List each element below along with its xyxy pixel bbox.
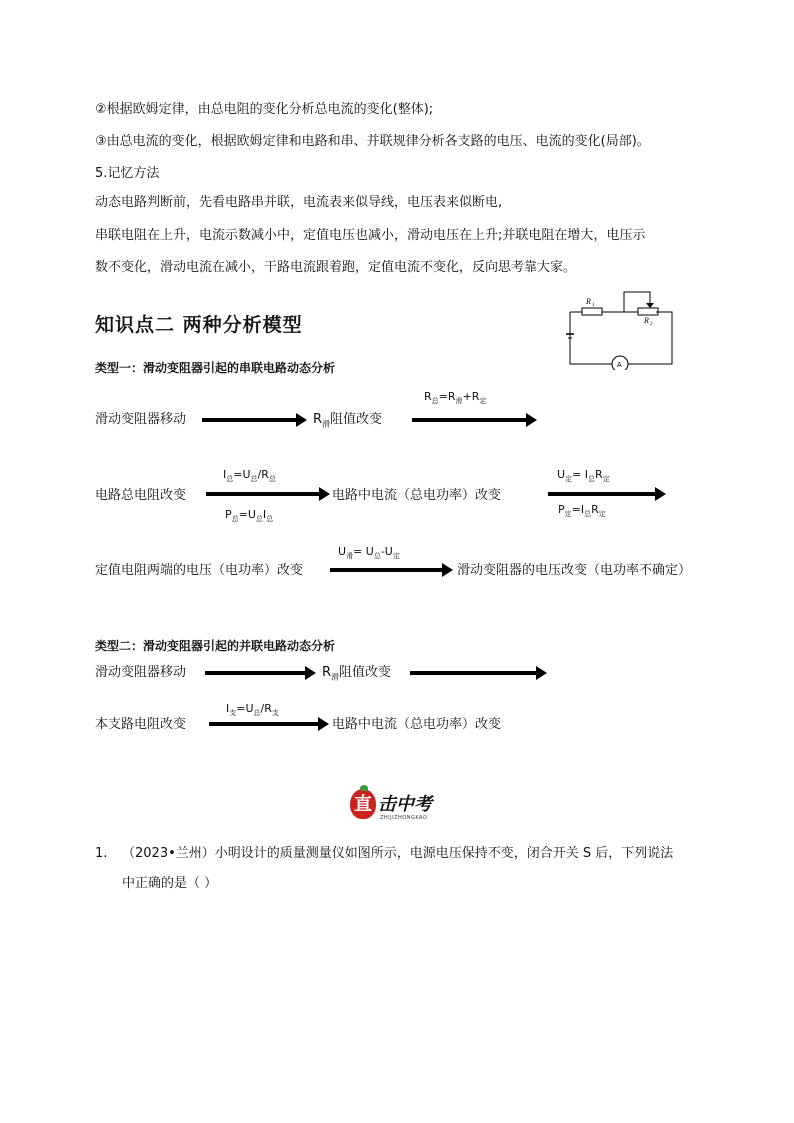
logo-name: 击中考 xyxy=(378,794,432,815)
type2-step1: 滑动变阻器移动 xyxy=(95,665,187,680)
formula-power: $P_总=U_总I_总$ xyxy=(225,508,274,524)
section-title: 知识点二 两种分析模型 xyxy=(95,314,303,336)
logo-sub: ZHIJIZHONGKAO xyxy=(380,815,428,821)
memory-line-1: 动态电路判断前，先看电路串并联，电流表来似导线，电压表来似断电, xyxy=(95,195,503,210)
type1-row3-left: 定值电阻两端的电压（电功率）改变 xyxy=(95,563,304,578)
arrow xyxy=(412,418,527,422)
type1-row2-mid: 电路中电流（总电功率）改变 xyxy=(332,488,502,503)
type2-row2-left: 本支路电阻改变 xyxy=(95,717,187,732)
arrow xyxy=(330,568,443,572)
r1-label: R xyxy=(586,297,591,306)
type2-row2-right: 电路中电流（总电功率）改变 xyxy=(332,717,502,732)
resistor-r2 xyxy=(638,308,658,315)
svg-text:2: 2 xyxy=(650,322,653,327)
type2-title: 类型二：滑动变阻器引起的并联电路动态分析 xyxy=(95,639,336,653)
arrow xyxy=(548,492,656,496)
memory-line-2: 串联电阻在上升，电流示数减小中，定值电压也减小，滑动电压在上升;并联电阻在增大，电压示 xyxy=(95,228,646,243)
formula-branch-current: $I_支=U_总/R_支$ xyxy=(226,702,279,718)
question-line-2: 中正确的是（ ） xyxy=(122,876,218,891)
intro-line-3: ③由总电流的变化，根据欧姆定律和电路和串、并联规律分析各支路的电压、电流的变化(局部)。 xyxy=(95,134,650,149)
r2-label: R xyxy=(644,316,649,325)
type1-step1: 滑动变阻器移动 xyxy=(95,412,187,427)
memory-line-3: 数不变化，滑动电流在减小，干路电流跟着跑，定值电流不变化，反向思考靠大家。 xyxy=(95,260,577,275)
arrow xyxy=(209,722,319,726)
circuit-diagram xyxy=(560,288,680,370)
type1-row3-right: 滑动变阻器的电压改变（电功率不确定） xyxy=(457,563,692,578)
formula-slider-voltage: $U_滑= U_总-U_定$ xyxy=(338,545,400,561)
resistor-r1 xyxy=(582,308,602,315)
intro-line-2: ②根据欧姆定律，由总电阻的变化分析总电流的变化(整体); xyxy=(95,102,434,117)
logo-mark: 直 xyxy=(350,789,376,819)
ammeter-label: A xyxy=(617,362,622,369)
formula-total-resistance: $R_总=R_滑+R_定$ xyxy=(424,390,487,406)
question-line-1: （2023•兰州）小明设计的质量测量仪如图所示，电源电压保持不变，闭合开关 S 后，下列说法 xyxy=(122,846,674,861)
leaf-icon xyxy=(360,785,368,791)
arrow xyxy=(205,671,306,675)
arrow xyxy=(410,671,537,675)
svg-text:1: 1 xyxy=(592,303,595,308)
memory-title: 5.记忆方法 xyxy=(95,166,160,181)
formula-fixed-voltage: $U_定= I_总R_定$ xyxy=(557,468,610,484)
arrow xyxy=(202,418,297,422)
type1-row2-left: 电路总电阻改变 xyxy=(95,488,187,503)
type1-step2: $R_滑$阻值改变 xyxy=(313,412,383,429)
formula-fixed-power: $P_定=I_总R_定$ xyxy=(558,503,606,519)
formula-current: $I_总=U_总/R_总$ xyxy=(223,468,276,484)
arrow xyxy=(206,492,320,496)
type2-step2: $R_滑$阻值改变 xyxy=(322,665,392,682)
question-number: 1. xyxy=(95,846,108,861)
type1-title: 类型一：滑动变阻器引起的串联电路动态分析 xyxy=(95,361,336,375)
brand-logo xyxy=(348,785,438,825)
